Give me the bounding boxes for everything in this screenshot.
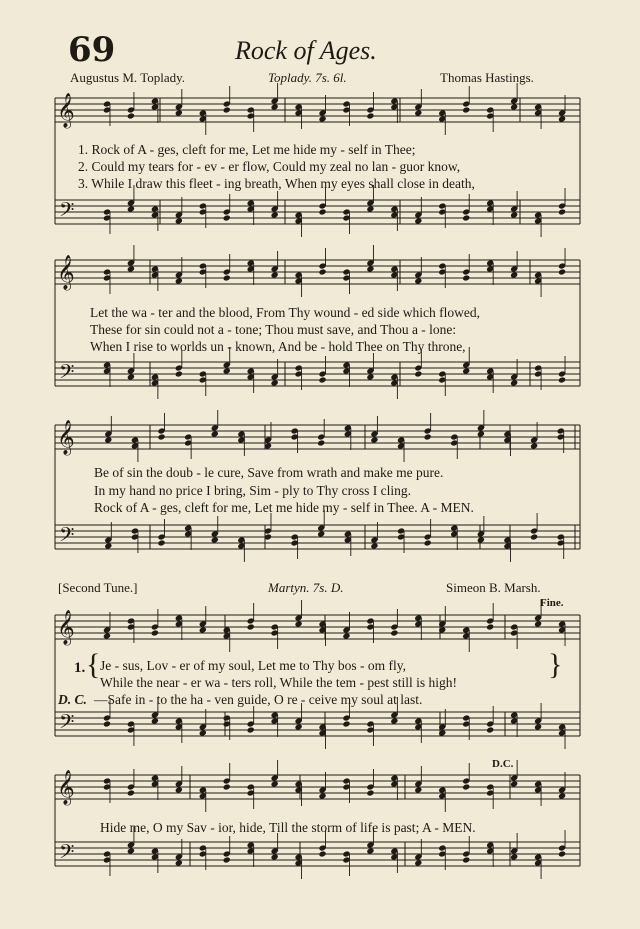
- hymn-number: 69: [68, 30, 116, 70]
- system2-bass-note: [127, 373, 135, 380]
- system4-note: [103, 632, 111, 639]
- system4-note: [295, 620, 303, 627]
- system5-bass-note: [175, 859, 183, 866]
- system2-bass-note: [558, 376, 566, 383]
- lyric-s2-v3: When I rise to worlds un - known, And be - hold Thee on Thy throne,: [90, 339, 466, 354]
- system1-note: [175, 109, 183, 116]
- system3-treble-clef: 𝄞: [57, 420, 75, 455]
- system5-bass-clef: 𝄢: [59, 840, 75, 868]
- system1-bass-note: [510, 211, 518, 218]
- system3-note: [317, 439, 325, 446]
- system5-note: [318, 792, 326, 799]
- system3-bass-note: [104, 542, 112, 549]
- system3-bass-note: [424, 539, 432, 546]
- second-tune-composer: Simeon B. Marsh.: [446, 580, 541, 595]
- system4-bass-note: [103, 720, 111, 727]
- dc-mark: D.C.: [492, 758, 514, 770]
- system1-note: [510, 103, 518, 110]
- system2-bass-note: [414, 370, 422, 377]
- lyric-s1-v3: 3. While I draw this fleet - ing breath, When my eyes shall close in death,: [78, 176, 475, 191]
- system3-bass-clef: 𝄢: [59, 523, 75, 551]
- system3-note: [211, 430, 219, 437]
- system4-bass-note: [390, 717, 398, 724]
- system2-bass-clef: 𝄢: [59, 360, 75, 388]
- system5-note: [223, 783, 231, 790]
- lyric-s1-v2: 2. Could my tears for - ev - er flow, Could my zeal no lan - guor know,: [78, 159, 461, 174]
- system5-bass-note: [223, 856, 231, 863]
- left-brace: {: [86, 648, 101, 681]
- system4-bass-note: [438, 729, 446, 736]
- system3-bass-note: [157, 539, 165, 546]
- system2-bass-note: [223, 367, 231, 374]
- system3-note: [477, 430, 485, 437]
- system5-bass-note: [127, 847, 135, 854]
- system3-bass-note: [317, 530, 325, 537]
- system1-treble-clef: 𝄞: [57, 93, 75, 128]
- system5-note: [127, 789, 135, 796]
- system2-note: [510, 271, 518, 278]
- system5-note: [175, 786, 183, 793]
- system1-note: [127, 112, 135, 119]
- system2-bass-note: [510, 379, 518, 386]
- system5-note: [510, 780, 518, 787]
- lyric-s3-v2: In my hand no price I bring, Sim - ply to Thy cross I cling.: [94, 483, 411, 498]
- system4-note: [151, 629, 159, 636]
- system5-bass-note: [318, 850, 326, 857]
- hymn-title: Rock of Ages.: [235, 36, 377, 65]
- system1-note: [271, 103, 279, 110]
- system1-bass-note: [414, 217, 422, 224]
- system4-bass-note: [247, 726, 255, 733]
- system4-bass-note: [295, 723, 303, 730]
- lyric-s2-v1: Let the wa - ter and the blood, From Thy wound - ed side which flowed,: [90, 305, 481, 320]
- system5-note: [271, 780, 279, 787]
- system1-note: [318, 115, 326, 122]
- system5-treble-clef: 𝄞: [57, 770, 75, 805]
- system2-note: [271, 271, 279, 278]
- system5-bass-note: [558, 850, 566, 857]
- system5-bass-note: [462, 856, 470, 863]
- system1-bass-note: [318, 208, 326, 215]
- system4-note: [438, 626, 446, 633]
- system1-note: [223, 106, 231, 113]
- system1-bass-note: [175, 217, 183, 224]
- dc-line: —Safe in - to the ha - ven guide, O re - ceive my soul at last.: [94, 692, 423, 707]
- system2-note: [223, 274, 231, 281]
- system4-note: [534, 620, 542, 627]
- system4-note: [247, 623, 255, 630]
- system4-note: [199, 626, 207, 633]
- system4-note: [342, 632, 350, 639]
- system2-note: [175, 277, 183, 284]
- system2-note: [318, 268, 326, 275]
- lyric-s3-v1: Be of sin the doub - le cure, Save from wrath and make me pure.: [94, 465, 444, 480]
- system2-note: [414, 277, 422, 284]
- system2-bass-note: [271, 379, 279, 386]
- system2-bass-note: [318, 376, 326, 383]
- system5-bass-note: [366, 847, 374, 854]
- tune-name: Toplady. 7s. 6l.: [268, 70, 347, 85]
- lyric-s3-v3: Rock of A - ges, cleft for me, Let me hide my - self in Thee. A - MEN.: [94, 500, 474, 515]
- system5-note: [462, 783, 470, 790]
- system1-bass-note: [558, 208, 566, 215]
- system3-bass-note: [477, 536, 485, 543]
- system4-bass-note: [151, 717, 159, 724]
- verse-number: 1.: [74, 660, 86, 676]
- system1-note: [462, 106, 470, 113]
- author-credit: Augustus M. Toplady.: [70, 70, 186, 85]
- system2-bass-note: [462, 367, 470, 374]
- system5-note: [366, 789, 374, 796]
- system4-note: [486, 623, 494, 630]
- lyric-s1-v1: 1. Rock of A - ges, cleft for me, Let me hide my - self in Thee;: [78, 142, 416, 157]
- system2-note: [127, 265, 135, 272]
- composer-credit: Thomas Hastings.: [440, 70, 534, 85]
- system3-note: [157, 433, 165, 440]
- system4-note: [390, 629, 398, 636]
- system3-bass-note: [370, 542, 378, 549]
- lyric-t2-s2: Hide me, O my Sav - ior, hide, Till the storm of life is past; A - MEN.: [100, 820, 476, 835]
- system1-note: [558, 115, 566, 122]
- system2-note: [366, 265, 374, 272]
- system3-note: [530, 442, 538, 449]
- system3-bass-note: [211, 536, 219, 543]
- system1-bass-note: [127, 205, 135, 212]
- system2-bass-note: [366, 373, 374, 380]
- system4-bass-note: [486, 726, 494, 733]
- system4-bass-note: [342, 720, 350, 727]
- dc-label: D. C.: [58, 692, 87, 707]
- system3-bass-note: [530, 533, 538, 540]
- second-tune-label: [Second Tune.]: [58, 580, 138, 595]
- system2-bass-note: [175, 370, 183, 377]
- system2-treble-clef: 𝄞: [57, 255, 75, 290]
- fine-mark: Fine.: [540, 597, 564, 609]
- system1-bass-note: [223, 214, 231, 221]
- system5-bass-note: [414, 859, 422, 866]
- lyric-s2-v2: These for sin could not a - tone; Thou must save, and Thou a - lone:: [90, 322, 457, 337]
- system2-note: [462, 274, 470, 281]
- system2-note: [558, 268, 566, 275]
- system1-note: [414, 109, 422, 116]
- system3-note: [424, 433, 432, 440]
- system4-bass-note: [199, 729, 207, 736]
- system4-bass-note: [534, 723, 542, 730]
- system3-note: [104, 436, 112, 443]
- system1-note: [366, 112, 374, 119]
- right-brace: }: [548, 648, 563, 681]
- system4-treble-clef: 𝄞: [57, 610, 75, 645]
- system5-bass-note: [271, 853, 279, 860]
- system5-bass-note: [510, 853, 518, 860]
- system1-bass-note: [271, 211, 279, 218]
- system5-note: [558, 792, 566, 799]
- system4-bass-clef: 𝄢: [59, 710, 75, 738]
- lyric-t2-s1-v1: Je - sus, Lov - er of my soul, Let me to Thy bos - om fly,: [100, 658, 406, 673]
- system3-note: [370, 436, 378, 443]
- system5-note: [414, 786, 422, 793]
- system1-bass-note: [462, 214, 470, 221]
- system1-bass-clef: 𝄢: [59, 198, 75, 226]
- lyric-t2-s1-v2: While the near - er wa - ters roll, While the tem - pest still is high!: [100, 675, 458, 690]
- system1-bass-note: [366, 205, 374, 212]
- second-tune-name: Martyn. 7s. D.: [268, 580, 344, 595]
